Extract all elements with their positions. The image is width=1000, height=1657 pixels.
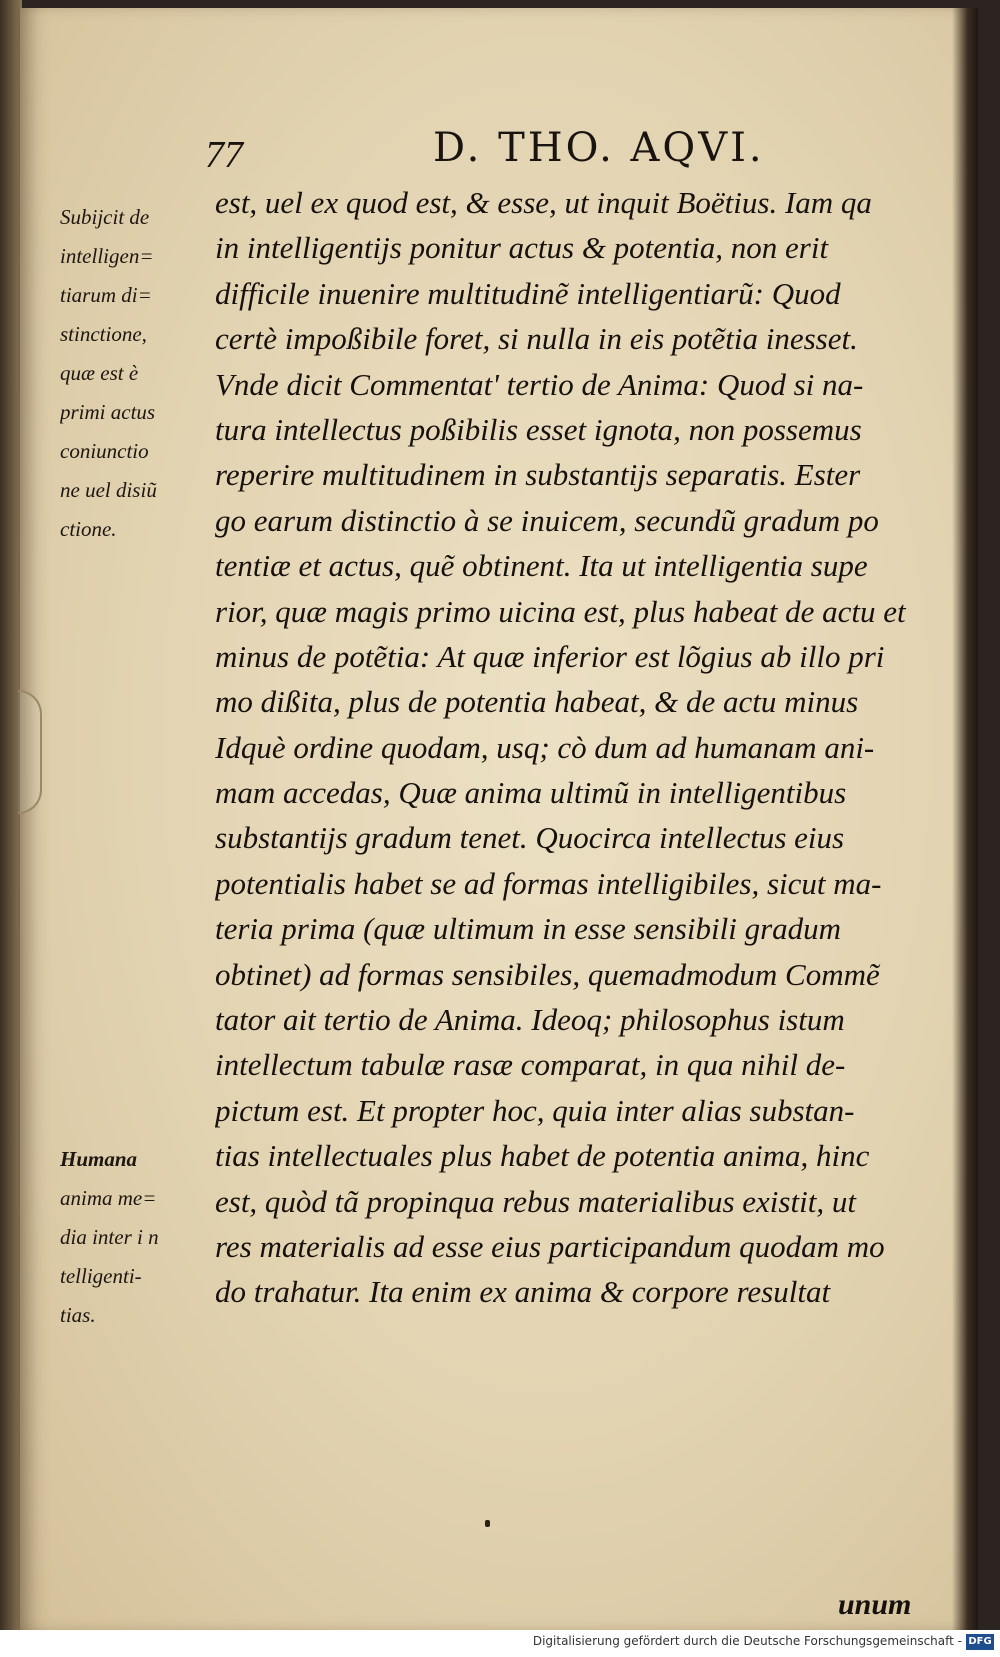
running-head: D. THO. AQVI. (433, 125, 765, 171)
text-line: est, uel ex quod est, & esse, ut inquit Boëtius. Iam qa (215, 185, 872, 220)
marginal-line: tias. (60, 1303, 96, 1327)
text-line: intellectum tabulæ rasæ comparat, in qua nihil de- (215, 1047, 846, 1083)
text-line: pictum est. Et propter hoc, quia inter alias substan- (215, 1092, 855, 1128)
text-line: reperire multitudinem in substantijs separatis. Ester (215, 457, 861, 493)
text-line: tura intellectus poßibilis esset ignota, non possemus (215, 411, 862, 447)
text-line: do trahatur. Ita enim ex anima & corpore resultat (215, 1274, 831, 1310)
marginal-line: intelligen= (60, 244, 154, 268)
marginal-line: telligenti- (60, 1264, 142, 1288)
text-line: difficile inuenire multitudinẽ intelligentiarũ: Quod (215, 275, 841, 311)
marginal-line: quæ est è (60, 361, 139, 385)
ink-spot (485, 1520, 490, 1527)
catchword: unum (838, 1588, 912, 1621)
text-line: mam accedas, Quæ anima ultimũ in intelligentibus (215, 775, 847, 811)
text-line: mo dißita, plus de potentia habeat, & de actu minus (215, 684, 859, 720)
text-line: tentiæ et actus, quẽ obtinent. Ita ut intelligentia supe (215, 548, 868, 584)
marginal-line: stinctione, (60, 322, 147, 346)
page-number: 77 (205, 134, 243, 176)
text-line: in intelligentijs ponitur actus & potentia, non erit (215, 230, 829, 266)
text-line: minus de potẽtia: At quæ inferior est lõgius ab illo pri (215, 638, 885, 674)
text-line: res materialis ad esse eius participandum quodam mo (215, 1228, 885, 1264)
text-line: Idquè ordine quodam, usq; cò dum ad humanam ani- (215, 729, 875, 765)
text-line: tias intellectuales plus habet de potentia anima, hinc (215, 1138, 870, 1174)
text-line: tator ait tertio de Anima. Ideoq; philosophus istum (215, 1002, 845, 1038)
funding-credit: Digitalisierung gefördert durch die Deutsche Forschungsgemeinschaft - (532, 1634, 962, 1648)
page-tab-notch (18, 690, 42, 814)
page-header (205, 125, 885, 175)
text-line: obtinet) ad formas sensibiles, quemadmodum Commẽ (215, 956, 880, 992)
dfg-logo: DFG (966, 1634, 994, 1650)
marginal-line: ne uel disiũ (60, 478, 157, 502)
text-line: est, quòd tã propinqua rebus materialibus existit, ut (215, 1183, 856, 1219)
text-line: Vnde dicit Commentat' tertio de Anima: Quod si na- (215, 366, 864, 402)
marginal-line: Subijcit de (60, 205, 150, 229)
marginal-line: tiarum di= (60, 283, 152, 307)
text-line: certè impoßibile foret, si nulla in eis potẽtia inesset. (215, 321, 858, 357)
digitization-footer (0, 1630, 1000, 1657)
text-line: potentialis habet se ad formas intelligibiles, sicut ma- (215, 865, 882, 901)
marginal-line: coniunctio (60, 439, 149, 463)
text-line: rior, quæ magis primo uicina est, plus habeat de actu et (215, 593, 906, 629)
main-text-block (215, 180, 925, 1315)
marginal-note-humana-anima (60, 1140, 210, 1335)
marginal-line: anima me= (60, 1186, 157, 1210)
text-line: go earum distinctio à se inuicem, secundũ gradum po (215, 502, 879, 538)
marginal-line: Humana (60, 1147, 138, 1171)
marginal-line: primi actus (60, 400, 156, 424)
marginal-line: ctione. (60, 517, 117, 541)
page-right-shadow (952, 8, 978, 1630)
marginal-note-distinction (60, 198, 210, 549)
text-line: substantijs gradum tenet. Quocirca intellectus eius (215, 820, 845, 856)
text-line: teria prima (quæ ultimum in esse sensibili gradum (215, 911, 842, 947)
marginal-line: dia inter i n (60, 1225, 159, 1249)
